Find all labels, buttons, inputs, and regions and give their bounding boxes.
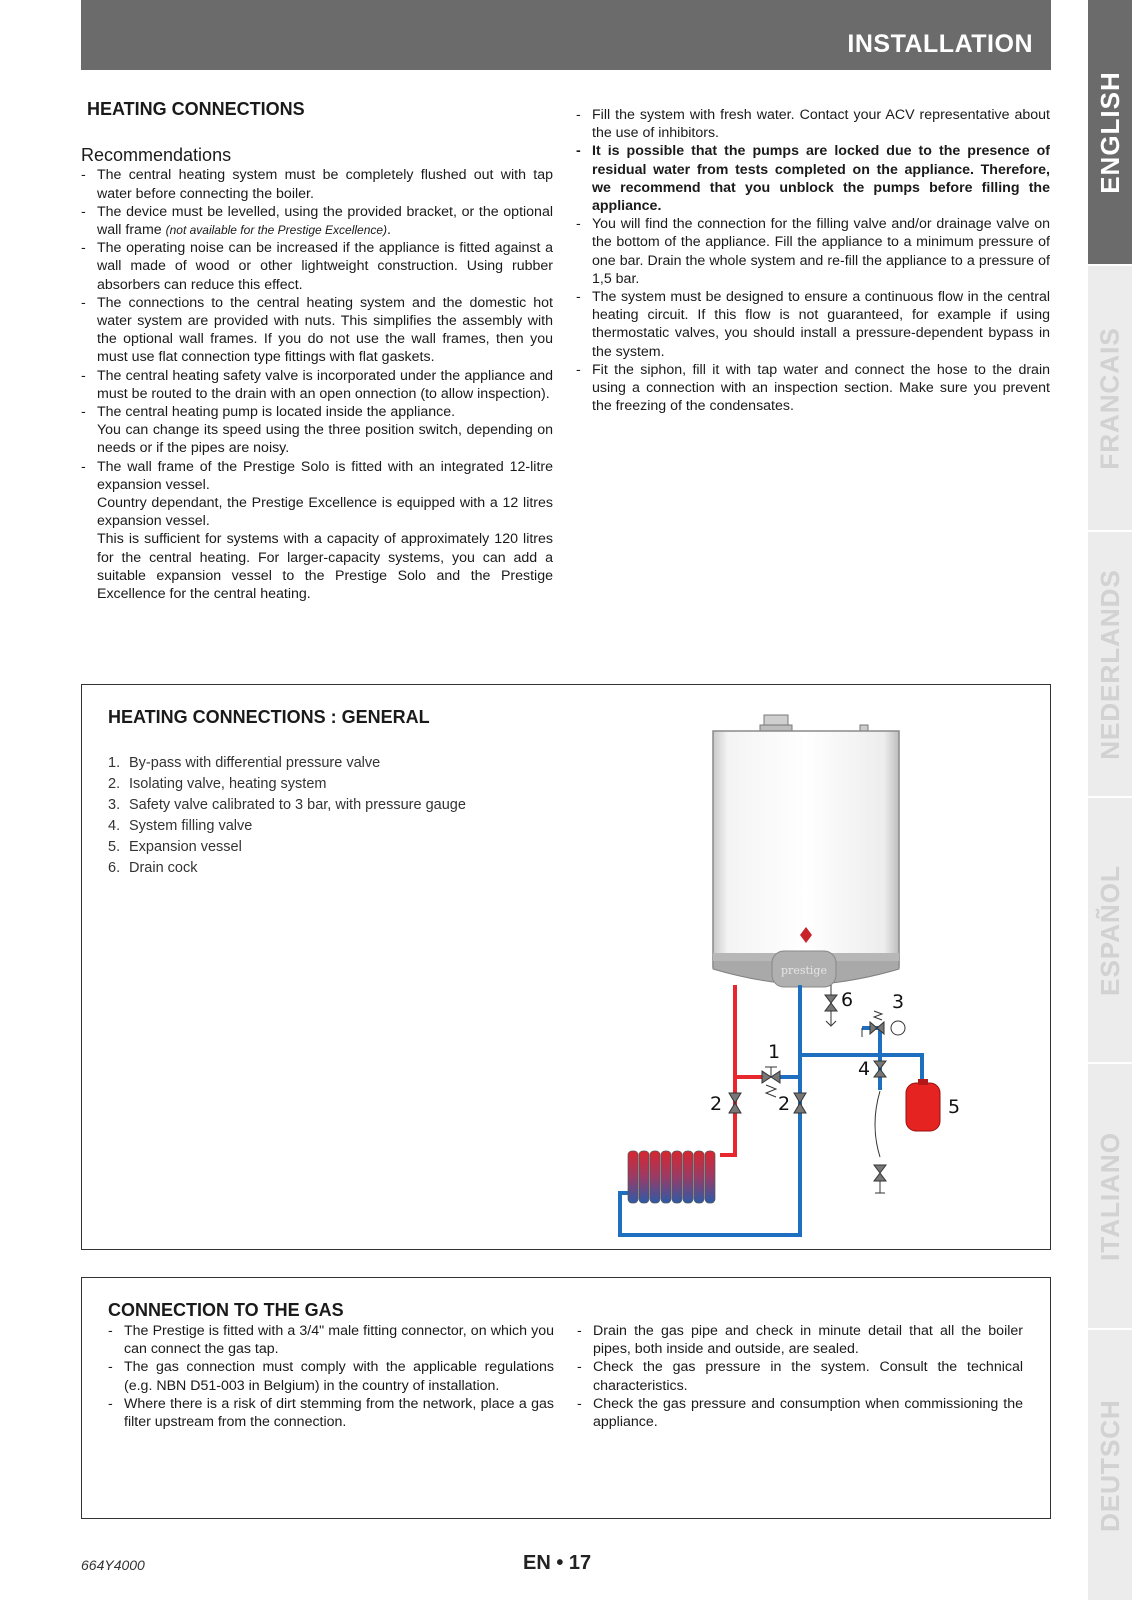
legend-text: Isolating valve, heating system: [129, 776, 327, 792]
legend-item: [108, 858, 466, 879]
legend-number: 5.: [108, 839, 121, 855]
document-code: 664Y4000: [81, 1557, 145, 1573]
list-item-text: Check the gas pressure and consumption when commissioning the appliance.: [593, 1395, 1023, 1431]
label-vessel: 5: [948, 1096, 961, 1118]
list-item-text: Drain the gas pipe and check in minute detail that all the boiler pipes, both inside and outside, are sealed.: [593, 1323, 1023, 1358]
list-item: [577, 1395, 1023, 1431]
list-item-text: The device must be levelled, using the provided bracket, or the optional wall frame: [97, 203, 553, 239]
list-item: [81, 294, 553, 367]
tab-nederlands-label: NEDERLANDS: [1094, 568, 1125, 760]
list-item-text: The central heating safety valve is incorporated under the appliance and must be routed to the drain with an open onnection (to allow inspection).: [97, 367, 553, 402]
legend-text: Drain cock: [129, 860, 198, 876]
expansion-vessel: [906, 1079, 940, 1131]
list-item-text: Fill the system with fresh water. Contact your ACV representative about the use of inhibitors.: [592, 107, 1050, 142]
list-item-text: The Prestige is fitted with a 3/4" male fitting connector, on which you can connect the gas tap.: [124, 1323, 554, 1358]
tab-deutsch[interactable]: [1088, 1330, 1132, 1600]
isolating-valve-flow: [729, 1093, 741, 1113]
list-item: [577, 1322, 1023, 1358]
list-item: [108, 1322, 554, 1358]
page-number: EN • 17: [523, 1552, 592, 1574]
tab-nederlands[interactable]: [1088, 532, 1132, 798]
list-item-text: Fit the siphon, fill it with tap water and connect the hose to the drain using a connection with an inspection section. Make sure you prevent the freezing of the condensates.: [592, 361, 1050, 415]
list-item-text: Country dependant, the Prestige Excellence is equipped with a 12 litres expansion vessel.: [97, 495, 553, 530]
page-title: INSTALLATION: [847, 30, 1033, 58]
tab-deutsch-label: DEUTSCH: [1094, 1398, 1125, 1532]
list-item-text: The central heating system must be completely flushed out with tap water before connecting the boiler.: [97, 167, 553, 202]
boiler-brand-label: prestige: [781, 964, 827, 977]
list-item: [576, 288, 1050, 361]
gas-title: CONNECTION TO THE GAS: [108, 1300, 344, 1320]
recommendations-title: Recommendations: [81, 145, 232, 166]
legend-number: 6.: [108, 860, 121, 876]
tab-italiano-label: ITALIANO: [1094, 1131, 1125, 1261]
legend-text: System filling valve: [129, 818, 253, 834]
heating-general-box: [81, 684, 1051, 1250]
list-item: [81, 166, 553, 202]
tab-english[interactable]: [1088, 0, 1132, 266]
list-item-text: - The central heating pump is located inside the appliance.: [97, 404, 456, 421]
label-safety: 3: [892, 991, 905, 1013]
list-item-text: It is possible that the pumps are locked due to the presence of residual water from tests completed on the appliance. Therefore, we recommend that you unblock the pumps before filling the appliance.: [592, 143, 1050, 215]
list-item-text: Check the gas pressure in the system. Consult the technical characteristics.: [593, 1359, 1023, 1394]
list-item: [81, 239, 553, 294]
legend-text: Safety valve calibrated to 3 bar, with pressure gauge: [129, 797, 466, 813]
gas-list-left: [108, 1322, 554, 1431]
list-item-text: The system must be designed to ensure a continuous flow in the central heating circuit. If this flow is not guaranteed, for example if using thermostatic valves, you should install a pressure-dependent bypass in the system.: [592, 289, 1050, 360]
list-item: [577, 1358, 1023, 1394]
heating-left-column: [81, 100, 553, 603]
legend-item: [108, 837, 466, 858]
list-item: [576, 106, 1050, 142]
gas-list-right: [577, 1322, 1023, 1431]
list-item: [108, 1395, 554, 1431]
tab-espanol-label: ESPAÑOL: [1094, 864, 1125, 996]
tab-francais-label: FRANCAIS: [1094, 326, 1125, 470]
drain-cock: [825, 985, 837, 1026]
heating-right-column: [576, 106, 1050, 415]
list-item-note: (not available for the Prestige Excellence): [165, 223, 388, 238]
label-isolating-flow: 2: [710, 1093, 723, 1115]
recommendations-list: [81, 166, 553, 603]
section-title-heating: HEATING CONNECTIONS: [87, 99, 305, 119]
tab-espanol[interactable]: [1088, 798, 1132, 1064]
list-item-text: The operating noise can be increased if the appliance is fitted against a wall made of wood or other lightweight construction. Using rubber absorbers can reduce this effect.: [97, 240, 553, 293]
language-tabs: [1088, 0, 1132, 1600]
boiler-unit: [713, 715, 899, 987]
label-bypass: 1: [768, 1041, 781, 1063]
list-item-text: You will find the connection for the filling valve and/or drainage valve on the bottom of the appliance. Fill the appliance to a minimum pressure of one bar. Drain the whole system and re-fill the appliance to a pressure of 1,5 bar.: [592, 216, 1050, 287]
legend-item: [108, 795, 466, 816]
list-item: [81, 458, 553, 604]
legend-text: Expansion vessel: [129, 839, 242, 855]
list-item: [81, 367, 553, 403]
legend-item: [108, 774, 466, 795]
legend-number: 2.: [108, 776, 121, 792]
list-item-text: This is sufficient for systems with a capacity of approximately 120 litres for the central heating. For larger-capacity systems, you can add a suitable expansion vessel to the Prestige Solo and the Prestige Excellence for the central heating.: [97, 531, 553, 603]
list-item-text: - The wall frame of the Prestige Solo is fitted with an integrated 12-litre expansion vessel.: [97, 458, 553, 493]
tab-english-label: ENGLISH: [1094, 70, 1125, 194]
header-bar: [81, 0, 1051, 70]
legend-number: 3.: [108, 797, 121, 813]
safety-valve: [862, 1011, 905, 1037]
label-filling: 4: [858, 1058, 871, 1080]
tab-francais[interactable]: [1088, 266, 1132, 532]
legend-number: 4.: [108, 818, 121, 834]
gas-connection-box: [81, 1277, 1051, 1519]
heating-diagram: [612, 695, 1042, 1241]
legend-list: [108, 753, 466, 879]
list-item-text: The connections to the central heating system and the domestic hot water system are provided with nuts. This simplifies the assembly with the optional wall frames. If you do not use the wall frames, then you must use flat connection type fittings with flat gaskets.: [97, 294, 553, 366]
list-item-text: Where there is a risk of dirt stemming from the network, place a gas filter upstream from the connection.: [124, 1395, 554, 1431]
legend-text: By-pass with differential pressure valve: [129, 755, 381, 771]
list-item-text: You can change its speed using the three position switch, depending on needs or if the pipes are noisy.: [97, 422, 553, 457]
label-drain: 6: [841, 989, 854, 1011]
list-item: [576, 215, 1050, 288]
list-item-text: The gas connection must comply with the applicable regulations (e.g. NBN D51-003 in Belgium) in the country of installation.: [124, 1359, 554, 1394]
filling-list: [576, 106, 1050, 415]
tab-italiano[interactable]: [1088, 1064, 1132, 1330]
general-title: HEATING CONNECTIONS : GENERAL: [108, 707, 430, 727]
list-item: [108, 1358, 554, 1394]
list-item-end: .: [387, 222, 391, 239]
legend-number: 1.: [108, 755, 121, 771]
list-item: [81, 403, 553, 458]
label-isolating-return: 2: [778, 1093, 791, 1115]
list-item: [576, 361, 1050, 416]
legend-item: [108, 753, 466, 774]
isolating-valve-return: [794, 1093, 806, 1113]
radiator: [628, 1151, 715, 1203]
legend-item: [108, 816, 466, 837]
flow-pipe: [720, 985, 762, 1155]
list-item: [576, 142, 1050, 215]
list-item: [81, 203, 553, 239]
